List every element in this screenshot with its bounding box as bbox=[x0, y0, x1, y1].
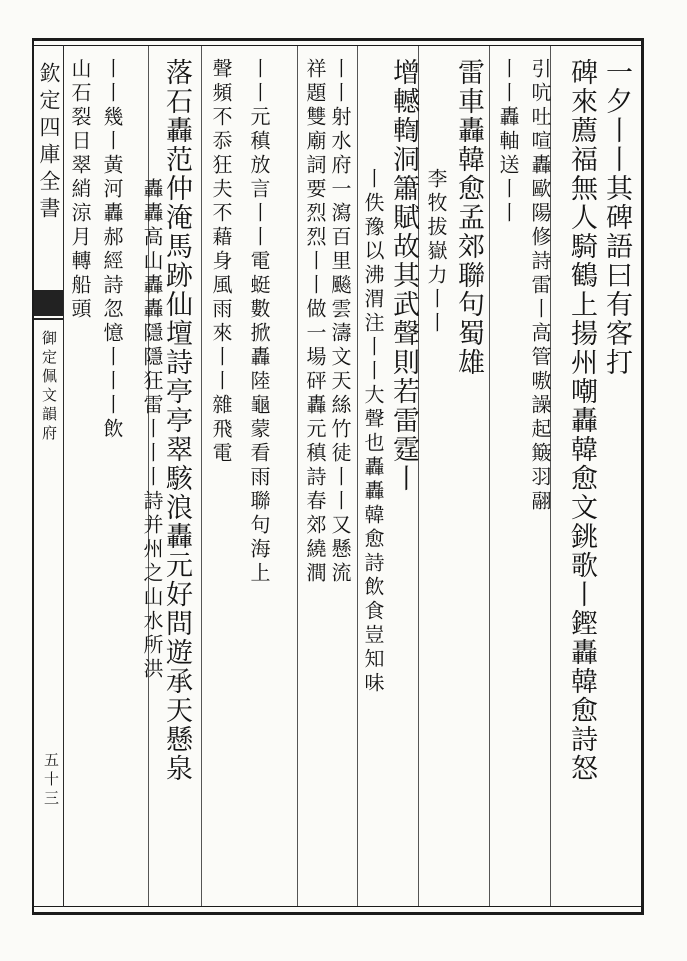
frame-top-inner-border bbox=[34, 45, 644, 46]
frame-top-border bbox=[34, 38, 644, 41]
text-column: 丨丨射水府一瀉百里飈雲濤文天絲竹徒丨丨又懸流 bbox=[328, 58, 352, 586]
text-column: 丨丨元稹放言丨丨電蜓數掀轟陸龜蒙看雨聯句海上 bbox=[247, 58, 271, 586]
text-column: 丨丨轟軸送丨丨 bbox=[496, 58, 520, 226]
text-column: 祥題雙廟詞要烈烈丨丨做一場砰轟元稹詩春郊繞澗 bbox=[303, 58, 327, 586]
frame-left-border bbox=[32, 38, 34, 915]
margin-rule bbox=[63, 45, 64, 907]
text-column: 轟轟高山轟轟隱隱狂雷丨丨丨詩并州之山水所洪 bbox=[140, 178, 164, 682]
text-column: 聲頻不忝狂夫不藉身風雨來丨丨雜飛電 bbox=[209, 58, 233, 466]
gutter-title: 欽定四庫全書 bbox=[37, 62, 61, 224]
fish-tail-mark bbox=[34, 290, 63, 316]
frame-bottom-inner-border bbox=[34, 906, 644, 907]
column-rule bbox=[297, 46, 298, 906]
frame-right-border bbox=[641, 38, 644, 915]
text-column: 落石轟范仲淹馬跡仙壇詩亭亭翠駭浪轟元好問遊承天懸泉 bbox=[161, 58, 192, 783]
text-column: 增轗輷洞簫賦故其武聲則若雷霆丨 bbox=[388, 58, 419, 493]
fish-tail-mark-line bbox=[34, 318, 63, 320]
text-column: 碑來薦福無人騎鶴上揚州嘲轟韓愈文銚歌丨鏗轟韓愈詩怒 bbox=[566, 58, 597, 783]
column-rule bbox=[489, 46, 490, 906]
gutter-subtitle: 御定佩文韻府 bbox=[40, 330, 58, 444]
text-column: 丨佚豫以沸渭注丨丨大聲也轟轟韓愈詩飲食豈知味 bbox=[361, 168, 385, 696]
text-column: 一夕丨丨其碑語曰有客打 bbox=[601, 58, 632, 377]
text-column: 引吭吐喧轟歐陽修詩雷丨高管嗷譟起簸羽翮 bbox=[528, 58, 552, 514]
text-column: 雷車轟韓愈孟郊聯句蜀雄 bbox=[453, 58, 484, 377]
text-column: 山石裂日翠綃涼月轉船頭 bbox=[68, 58, 92, 322]
text-column: 李牧拔嶽力丨丨 bbox=[424, 168, 448, 336]
page-number: 五十三 bbox=[42, 752, 60, 809]
frame-bottom-border bbox=[34, 912, 644, 915]
text-column: 丨丨幾丨黃河轟郝經詩忽憶丨丨丨飲 bbox=[100, 58, 124, 442]
column-rule bbox=[201, 46, 202, 906]
column-rule bbox=[357, 46, 358, 906]
